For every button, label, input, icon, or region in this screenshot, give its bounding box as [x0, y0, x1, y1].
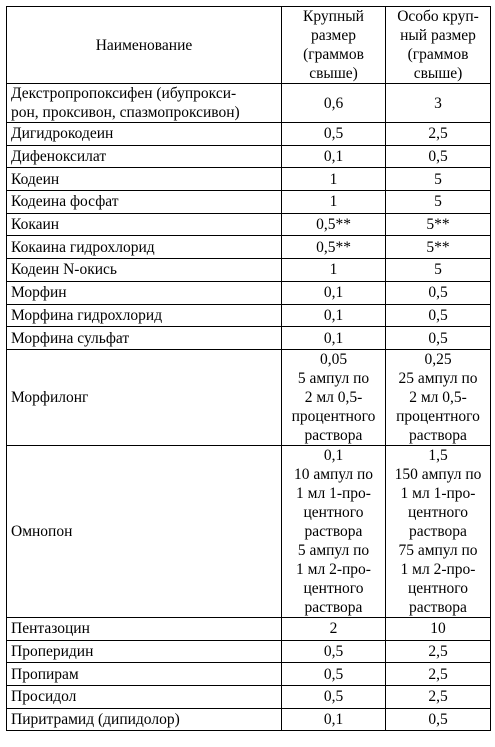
extra-large-size-value: 3	[386, 84, 491, 123]
extra-large-size-value: 5	[386, 259, 491, 282]
extra-large-size-value: 0,5	[386, 708, 491, 731]
table-row	[7, 640, 491, 663]
substance-name: Пиритрамид (дипидолор)	[7, 708, 282, 731]
substance-name: Дифеноксилат	[7, 145, 282, 168]
large-size-value: 0,1	[282, 281, 386, 304]
table-row	[7, 349, 491, 445]
extra-large-size-value: 0,25 25 ампул по 2 мл 0,5- процентного раствора	[386, 349, 491, 445]
substance-name: Кокаина гидрохлорид	[7, 236, 282, 259]
substance-name: Дигидрокодеин	[7, 123, 282, 146]
extra-large-size-value: 5**	[386, 213, 491, 236]
substance-name: Морфина гидрохлорид	[7, 304, 282, 327]
table-row	[7, 168, 491, 191]
large-size-value: 1	[282, 259, 386, 282]
extra-large-size-value: 0,5	[386, 304, 491, 327]
substance-name: Просидол	[7, 685, 282, 708]
header-name: Наименование	[7, 7, 282, 84]
substance-name: Пентазоцин	[7, 617, 282, 640]
table-row	[7, 236, 491, 259]
large-size-value: 0,5	[282, 685, 386, 708]
substance-name: Декстропропоксифен (ибупрокси- рон, проксивон, спазмопроксивон)	[7, 84, 282, 123]
large-size-value: 0,1	[282, 304, 386, 327]
extra-large-size-value: 5	[386, 168, 491, 191]
extra-large-size-value: 2,5	[386, 685, 491, 708]
substance-name: Омнопон	[7, 445, 282, 617]
substance-name: Морфин	[7, 281, 282, 304]
large-size-value: 1	[282, 168, 386, 191]
extra-large-size-value: 5	[386, 191, 491, 214]
table-row	[7, 304, 491, 327]
table-row	[7, 617, 491, 640]
substance-name: Морфилонг	[7, 349, 282, 445]
table-row	[7, 327, 491, 350]
substance-name: Пропирам	[7, 663, 282, 686]
table-row	[7, 191, 491, 214]
large-size-value: 2	[282, 617, 386, 640]
substance-name: Кодеин N-окись	[7, 259, 282, 282]
large-size-value: 0,5	[282, 663, 386, 686]
large-size-value: 0,5**	[282, 213, 386, 236]
extra-large-size-value: 2,5	[386, 123, 491, 146]
table-row	[7, 445, 491, 617]
extra-large-size-value: 0,5	[386, 327, 491, 350]
header-extra-large-size: Особо круп- ный размер (граммов свыше)	[386, 7, 491, 84]
large-size-value: 0,1 10 ампул по 1 мл 1-про- центного раствора 5 ампул по 1 мл 2-про- центного раствора	[282, 445, 386, 617]
table-row	[7, 708, 491, 731]
extra-large-size-value: 0,5	[386, 145, 491, 168]
large-size-value: 0,1	[282, 708, 386, 731]
table-row	[7, 663, 491, 686]
table-row	[7, 259, 491, 282]
table-row	[7, 84, 491, 123]
substance-name: Морфина сульфат	[7, 327, 282, 350]
large-size-value: 0,6	[282, 84, 386, 123]
header-large-size: Крупный размер (граммов свыше)	[282, 7, 386, 84]
large-size-value: 0,1	[282, 327, 386, 350]
substance-name: Кодеина фосфат	[7, 191, 282, 214]
extra-large-size-value: 1,5 150 ампул по 1 мл 1-про- центного раствора 75 ампул по 1 мл 2-про- центного раствора	[386, 445, 491, 617]
table-row	[7, 213, 491, 236]
extra-large-size-value: 2,5	[386, 640, 491, 663]
substance-name: Кокаин	[7, 213, 282, 236]
large-size-value: 0,5	[282, 640, 386, 663]
large-size-value: 1	[282, 191, 386, 214]
table-row	[7, 281, 491, 304]
large-size-value: 0,05 5 ампул по 2 мл 0,5- процентного раствора	[282, 349, 386, 445]
large-size-value: 0,5	[282, 123, 386, 146]
extra-large-size-value: 0,5	[386, 281, 491, 304]
table-row	[7, 123, 491, 146]
extra-large-size-value: 5**	[386, 236, 491, 259]
extra-large-size-value: 10	[386, 617, 491, 640]
large-size-value: 0,1	[282, 145, 386, 168]
table-header-row	[7, 7, 491, 84]
substance-name: Проперидин	[7, 640, 282, 663]
table-row	[7, 145, 491, 168]
large-size-value: 0,5**	[282, 236, 386, 259]
extra-large-size-value: 2,5	[386, 663, 491, 686]
narcotics-size-table	[6, 6, 491, 731]
table-row	[7, 685, 491, 708]
substance-name: Кодеин	[7, 168, 282, 191]
